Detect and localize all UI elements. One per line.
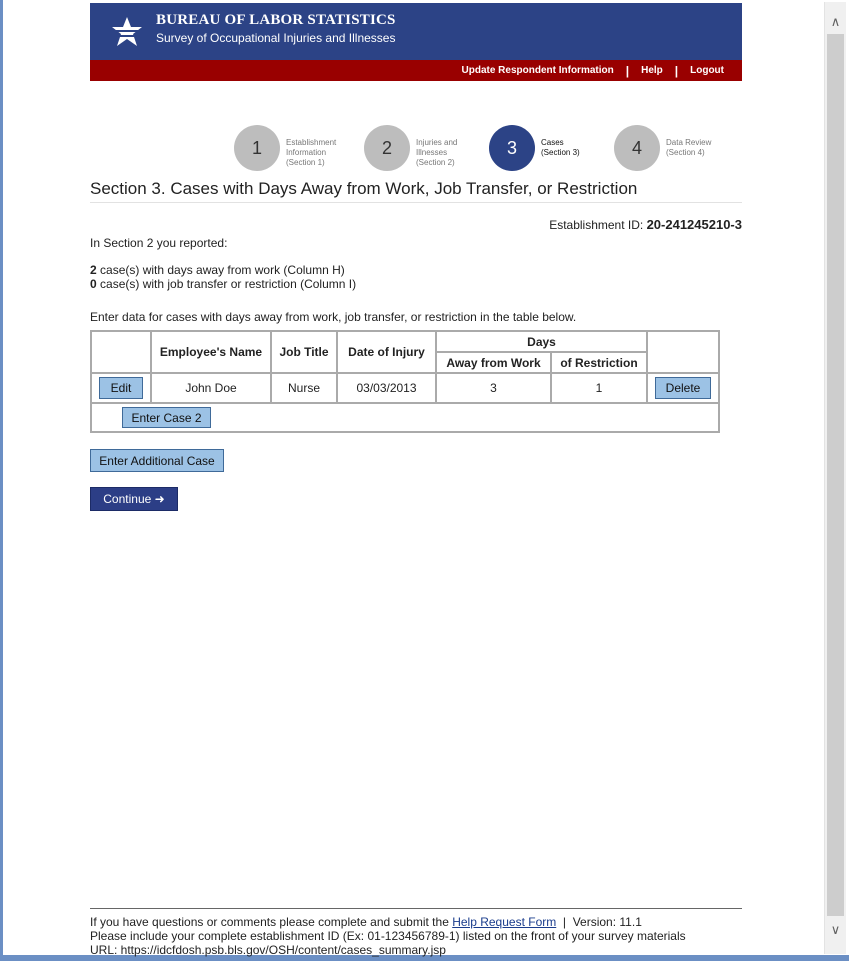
step-label: Establishment Information (Section 1): [286, 138, 337, 167]
footer-line-2: Please include your complete establishment ID (Ex: 01-123456789-1) listed on the front of your survey materials: [90, 929, 686, 943]
continue-label: Continue: [103, 492, 152, 506]
page-title: Section 3. Cases with Days Away from Work, Job Transfer, or Restriction: [90, 179, 638, 198]
establishment-id-label: Establishment ID:: [549, 218, 644, 232]
step-1: [234, 125, 337, 171]
utility-nav: [90, 60, 742, 81]
delete-case-button[interactable]: Delete: [655, 377, 711, 399]
cell-name: John Doe: [151, 373, 271, 403]
table-row: [91, 373, 719, 403]
reported-intro: In Section 2 you reported:: [90, 236, 228, 250]
reported-days-away: 2 case(s) with days away from work (Column H): [90, 263, 345, 277]
delete-cell: [647, 373, 719, 403]
window-frame-left: [0, 0, 3, 961]
instruction-text: Enter data for cases with days away from work, job transfer, or restriction in the table below.: [90, 310, 577, 324]
version-text: | Version: 11.1: [556, 915, 642, 929]
logout-link[interactable]: Logout: [690, 65, 724, 76]
enter-case-button[interactable]: Enter Case 2: [122, 407, 211, 428]
table-header-job: Job Title: [271, 331, 337, 373]
step-number: 2: [364, 125, 410, 171]
cell-date: 03/03/2013: [337, 373, 436, 403]
arrow-right-icon: ➜: [154, 492, 165, 506]
survey-subtitle: Survey of Occupational Injuries and Illnesses: [156, 31, 396, 45]
agency-title: BUREAU OF LABOR STATISTICS: [156, 12, 396, 28]
edit-cell: [91, 373, 151, 403]
footer-url: URL: https://idcfdosh.psb.bls.gov/OSH/content/cases_summary.jsp: [90, 943, 446, 957]
scroll-thumb[interactable]: [827, 34, 844, 916]
cell-away: 3: [436, 373, 551, 403]
table-header-date: Date of Injury: [337, 331, 436, 373]
step-label: Cases (Section 3): [541, 138, 580, 157]
enter-additional-case-button[interactable]: Enter Additional Case: [90, 449, 224, 472]
update-respondent-link[interactable]: Update Respondent Information: [461, 65, 614, 76]
enter-case-cell: [91, 403, 719, 432]
reported-restriction: 0 case(s) with job transfer or restriction (Column I): [90, 277, 357, 291]
cell-restriction: 1: [551, 373, 647, 403]
cases-table: [90, 330, 720, 433]
bls-star-logo-icon: [110, 15, 144, 49]
site-header: [90, 3, 742, 60]
help-link[interactable]: Help: [641, 65, 663, 76]
table-header-away: Away from Work: [436, 352, 551, 373]
step-2: [364, 125, 458, 171]
step-label: Injuries and Illnesses (Section 2): [416, 138, 458, 167]
edit-case-button[interactable]: Edit: [99, 377, 143, 399]
cell-job: Nurse: [271, 373, 337, 403]
progress-stepper: [234, 125, 754, 173]
help-request-form-link[interactable]: Help Request Form: [452, 915, 557, 929]
step-number: 1: [234, 125, 280, 171]
footer-divider: [90, 908, 742, 909]
table-header-name: Employee's Name: [151, 331, 271, 373]
nav-separator: |: [674, 63, 679, 78]
step-3-current: [489, 125, 580, 171]
nav-separator: |: [625, 63, 630, 78]
establishment-id-value: 20-241245210-3: [646, 217, 742, 232]
establishment-id: [549, 217, 742, 232]
step-label: Data Review (Section 4): [666, 138, 712, 157]
table-header-restriction: of Restriction: [551, 352, 647, 373]
scroll-up-arrow-icon[interactable]: ∧: [830, 14, 841, 29]
continue-button[interactable]: [90, 487, 178, 511]
table-header-days: Days: [436, 331, 647, 352]
footer-line-1: If you have questions or comments please complete and submit the Help Request Form | Version: 11.1: [90, 915, 642, 929]
vertical-scrollbar[interactable]: [824, 2, 846, 954]
step-number: 3: [489, 125, 535, 171]
table-header-edit: [91, 331, 151, 373]
table-row: [91, 403, 719, 432]
step-4: [614, 125, 712, 171]
page-content: [90, 3, 742, 957]
table-header-delete: [647, 331, 719, 373]
scroll-down-arrow-icon[interactable]: ∨: [830, 922, 841, 937]
step-number: 4: [614, 125, 660, 171]
divider: [90, 202, 742, 203]
